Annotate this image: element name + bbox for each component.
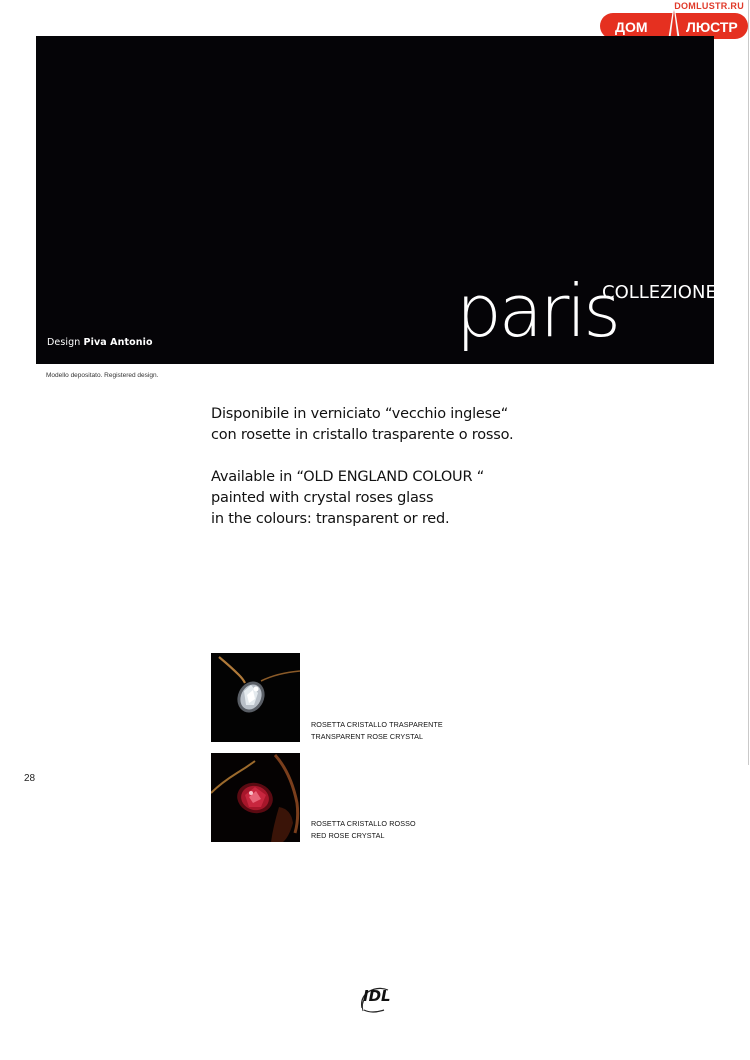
- transparent-crystal-caption: [311, 719, 443, 743]
- designer-credit: [47, 337, 153, 348]
- caption-italian: ROSETTA CRISTALLO TRASPARENTE: [311, 720, 443, 729]
- english-description: [211, 467, 484, 530]
- english-line: Available in “OLD ENGLAND COLOUR “: [211, 469, 485, 485]
- transparent-crystal-photo: [211, 653, 300, 742]
- caption-english: RED ROSE CRYSTAL: [311, 831, 385, 840]
- red-crystal-icon: [211, 753, 300, 842]
- collection-label: COLLEZIONE: [602, 282, 717, 303]
- italian-line: con rosette in cristallo trasparente o rosso.: [211, 427, 514, 443]
- brand-logo-text: IDL: [363, 987, 391, 1005]
- collection-banner: [36, 36, 717, 364]
- italian-line: Disponibile in verniciato “vecchio inglese“: [211, 406, 509, 422]
- designer-prefix: Design: [47, 337, 81, 348]
- caption-english: TRANSPARENT ROSE CRYSTAL: [311, 732, 424, 741]
- registered-design-note: Modello depositato. Registered design.: [46, 372, 159, 379]
- caption-italian: ROSETTA CRISTALLO ROSSO: [311, 819, 416, 828]
- logo-left-text: ДОМ: [615, 19, 648, 35]
- clear-crystal-icon: [211, 653, 300, 742]
- red-crystal-photo: [211, 753, 300, 842]
- collection-name: paris: [456, 269, 618, 353]
- page-number: 28: [24, 773, 36, 784]
- english-line: painted with crystal roses glass: [211, 490, 434, 506]
- idl-logo-icon: [358, 978, 392, 1014]
- site-url: DOMLUSTR.RU: [674, 1, 744, 11]
- idl-brand-logo: [358, 978, 392, 1014]
- designer-name: Piva Antonio: [83, 337, 153, 348]
- page-edge-divider: [748, 0, 749, 765]
- english-line: in the colours: transparent or red.: [211, 511, 450, 527]
- italian-description: [211, 404, 513, 446]
- logo-right-text: ЛЮСТР: [686, 19, 738, 35]
- red-crystal-caption: [311, 818, 416, 842]
